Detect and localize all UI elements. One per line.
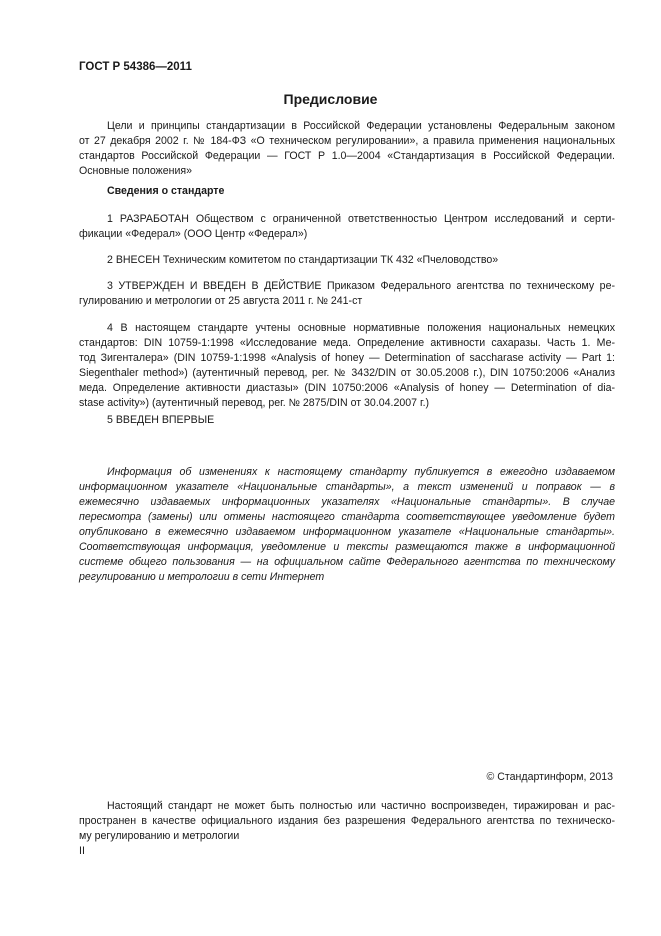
item-line: меда. Определение активности диастазы» (DIN 10750:2006 «Analysis of honey — Determination of dia- bbox=[79, 382, 615, 394]
footer-line: пространен в качестве официального издания без разрешения Федерального агентства по техническо- bbox=[79, 815, 615, 827]
item-5 bbox=[79, 413, 615, 428]
document-code: ГОСТ Р 54386—2011 bbox=[79, 61, 192, 73]
item-line: 1 РАЗРАБОТАН Обществом с ограниченной ответственностью Центром исследований и серти- bbox=[107, 213, 615, 225]
notice-line: Информация об изменениях к настоящему стандарту публикуется в ежегодно издаваемом bbox=[107, 466, 615, 478]
notice-line: пересмотра (замены) или отмены настоящего стандарта соответствующее уведомление будет bbox=[79, 511, 615, 523]
item-2 bbox=[79, 253, 615, 268]
intro-line: Цели и принципы стандартизации в Российской Федерации установлены Федеральным законом bbox=[107, 120, 615, 132]
copyright: © Стандартинформ, 2013 bbox=[486, 771, 613, 783]
page-title: Предисловие bbox=[283, 91, 378, 107]
item-3 bbox=[79, 279, 615, 309]
info-heading bbox=[79, 184, 615, 199]
notice-line: Соответствующая информация, уведомление и тексты размещаются также в информационной bbox=[79, 541, 615, 553]
page-number: II bbox=[79, 845, 85, 857]
info-heading-text: Сведения о стандарте bbox=[107, 185, 225, 197]
notice-line: ежемесячно издаваемых информационных указателях «Национальные стандарты». В случае bbox=[79, 496, 615, 508]
item-line: 3 УТВЕРЖДЕН И ВВЕДЕН В ДЕЙСТВИЕ Приказом Федерального агентства по техническому ре- bbox=[107, 280, 615, 292]
notice-line: информационном указателе «Национальные стандарты», а текст изменений и поправок — в bbox=[79, 481, 615, 493]
item-1 bbox=[79, 212, 615, 242]
intro-line: стандартов Российской Федерации — ГОСТ Р 1.0—2004 «Стандартизация в Российской Федерации. bbox=[79, 150, 615, 162]
footer-line: му регулированию и метрологии bbox=[79, 830, 240, 842]
item-line: тод Зигенталера» (DIN 10759-1:1998 «Analysis of honey — Determination of saccharase activity — Part 1: bbox=[79, 352, 615, 364]
item-line: stase activity») (аутентичный перевод, рег. № 2875/DIN от 30.04.2007 г.) bbox=[79, 397, 430, 409]
item-4 bbox=[79, 321, 615, 411]
item-line: гулированию и метрологии от 25 августа 2011 г. № 241-ст bbox=[79, 295, 363, 307]
intro-line: Основные положения» bbox=[79, 165, 193, 177]
reproduction-notice bbox=[79, 799, 615, 844]
notice-line: системе общего пользования — на официальном сайте Федерального агентства по техническому bbox=[79, 556, 615, 568]
item-line: фикации «Федерал» (ООО Центр «Федерал») bbox=[79, 228, 308, 240]
notice-line: регулированию и метрологии в сети Интернет bbox=[79, 571, 325, 583]
intro-paragraph bbox=[79, 119, 615, 179]
item-line: 5 ВВЕДЕН ВПЕРВЫЕ bbox=[107, 414, 215, 426]
changes-notice bbox=[79, 465, 615, 585]
intro-line: от 27 декабря 2002 г. № 184-ФЗ «О техническом регулировании», а правила применения национальных bbox=[79, 135, 615, 147]
item-line: стандартов: DIN 10759-1:1998 «Исследование меда. Определение активности сахаразы. Часть 1. Ме- bbox=[79, 337, 615, 349]
item-line: 2 ВНЕСЕН Техническим комитетом по стандартизации ТК 432 «Пчеловодство» bbox=[107, 254, 499, 266]
item-line: Siegenthaler method») (аутентичный перевод, рег. № 3432/DIN от 30.05.2008 г.), DIN 10750:2006 «Анализ bbox=[79, 367, 615, 379]
footer-line: Настоящий стандарт не может быть полностью или частично воспроизведен, тиражирован и рас- bbox=[107, 800, 615, 812]
item-line: 4 В настоящем стандарте учтены основные нормативные положения национальных немецких bbox=[107, 322, 615, 334]
notice-line: опубликовано в ежемесячно издаваемом информационном указателе «Национальные стандарты». bbox=[79, 526, 615, 538]
